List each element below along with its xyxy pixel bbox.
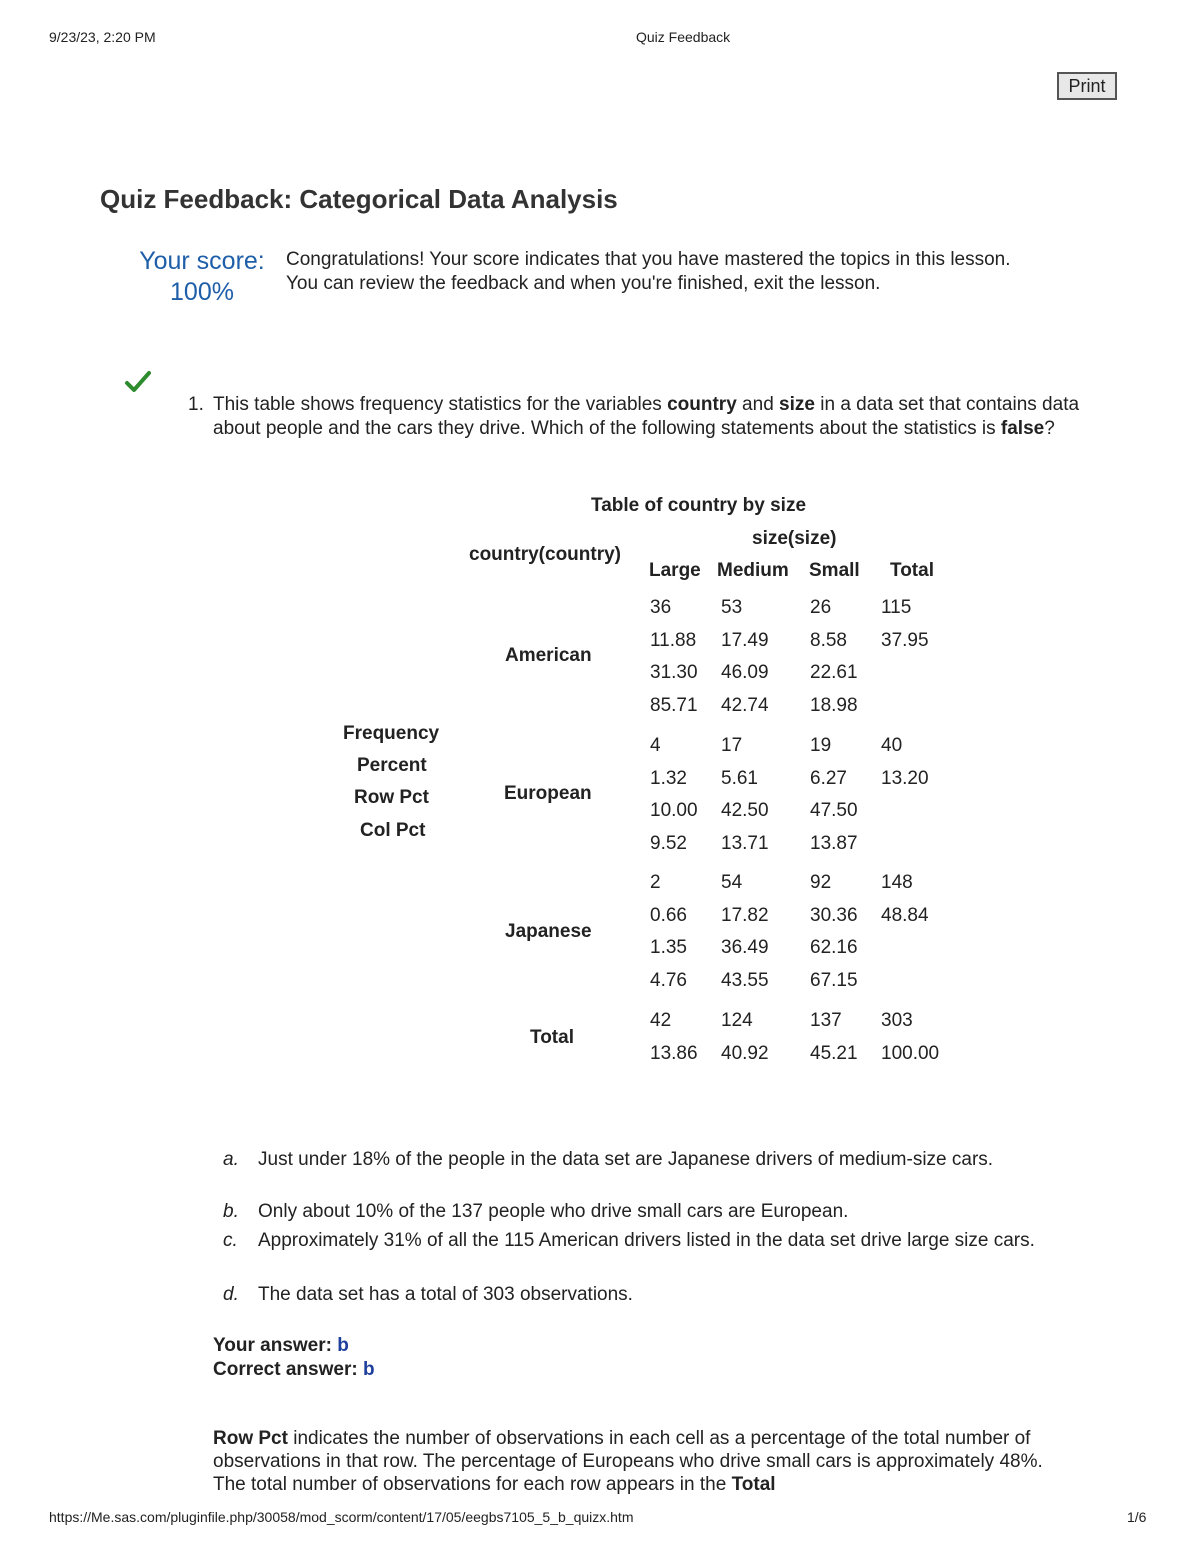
legend-item: Col Pct (360, 820, 426, 841)
table-cell: 22.61 (810, 662, 858, 683)
row-label-american: American (505, 645, 592, 666)
table-cell: 148 (881, 872, 913, 893)
question-text: This table shows frequency statistics for the variables country and size in a data set that contains data about people and the cars they drive. Which of the following statements about the statistics is false? (213, 394, 1080, 439)
question-var-country: country (667, 394, 737, 415)
option-a (213, 1148, 1053, 1172)
table-cell: 4 (650, 735, 661, 756)
score-label: Your score: (139, 247, 265, 275)
table-cell: 53 (721, 597, 743, 618)
footer-url: https://Me.sas.com/pluginfile.php/30058/mod_scorm/content/17/05/eegbs7105_5_b_quizx.htm (49, 1509, 634, 1525)
table-cell: 42.74 (721, 695, 769, 716)
table-cell: 13.20 (881, 768, 929, 789)
table-title: Table of country by size (591, 495, 807, 516)
column-header-total: Total (890, 560, 934, 581)
option-letter: a. (223, 1149, 239, 1170)
table-cell: 5.61 (721, 768, 758, 789)
column-header-medium: Medium (717, 560, 789, 581)
table-cell: 19 (810, 735, 832, 756)
option-text: Approximately 31% of all the 115 American drivers listed in the data set drive large size cars. (258, 1230, 1035, 1251)
column-variable-label: size(size) (752, 528, 837, 549)
table-cell: 17.82 (721, 905, 769, 926)
table-cell: 10.00 (650, 800, 698, 821)
table-cell: 30.36 (810, 905, 858, 926)
table-cell: 18.98 (810, 695, 858, 716)
table-cell: 40 (881, 735, 903, 756)
score-message: Congratulations! Your score indicates that you have mastered the topics in this lesson. You can review the feedback and when you're finished, exit the lesson. (286, 249, 1011, 294)
question-number: 1. (188, 394, 204, 415)
question-var-size: size (779, 394, 815, 415)
option-letter: d. (223, 1284, 239, 1305)
table-cell: 31.30 (650, 662, 698, 683)
option-text: Just under 18% of the people in the data set are Japanese drivers of medium-size cars. (258, 1149, 994, 1170)
page-title: Quiz Feedback: Categorical Data Analysis (100, 184, 618, 214)
column-header-large: Large (649, 560, 701, 581)
table-cell: 62.16 (810, 937, 858, 958)
your-answer-value: b (337, 1335, 349, 1356)
table-cell: 6.27 (810, 768, 847, 789)
table-cell: 85.71 (650, 695, 698, 716)
option-text: Only about 10% of the 137 people who drive small cars are European. (258, 1201, 849, 1222)
row-label-total: Total (530, 1027, 574, 1048)
table-cell: 26 (810, 597, 832, 618)
table-cell: 17 (721, 735, 743, 756)
table-cell: 1.35 (650, 937, 687, 958)
table-cell: 9.52 (650, 833, 687, 854)
row-label-japanese: Japanese (505, 921, 592, 942)
table-cell: 36.49 (721, 937, 769, 958)
score-box (130, 246, 274, 308)
question-false-word: false (1000, 418, 1045, 439)
table-cell: 42.50 (721, 800, 769, 821)
explanation-text: Row Pct indicates the number of observations in each cell as a percentage of the total number of observations in that row. The percentage of Europeans who drive small cars is approximately 48%. The total number of observations for each row appears in the Total (213, 1428, 1043, 1495)
table-cell: 43.55 (721, 970, 769, 991)
row-label-european: European (504, 783, 592, 804)
table-cell: 4.76 (650, 970, 687, 991)
table-cell: 92 (810, 872, 832, 893)
table-cell: 45.21 (810, 1043, 858, 1064)
table-cell: 36 (650, 597, 672, 618)
print-button[interactable]: Print (1057, 72, 1117, 100)
table-cell: 0.66 (650, 905, 687, 926)
checkmark-icon (124, 370, 152, 394)
table-cell: 47.50 (810, 800, 858, 821)
table-cell: 8.58 (810, 630, 847, 651)
option-d (213, 1283, 1053, 1307)
footer-page-number: 1/6 (1127, 1509, 1147, 1525)
table-cell: 48.84 (881, 905, 929, 926)
table-cell: 67.15 (810, 970, 858, 991)
column-header-small: Small (809, 560, 860, 581)
table-cell: 13.86 (650, 1043, 698, 1064)
table-cell: 115 (881, 597, 912, 618)
header-datetime: 9/23/23, 2:20 PM (49, 29, 156, 45)
table-cell: 13.87 (810, 833, 858, 854)
table-cell: 54 (721, 872, 743, 893)
table-cell: 37.95 (881, 630, 929, 651)
score-value: 100% (170, 278, 234, 306)
explanation-total-word: Total (731, 1474, 776, 1495)
table-cell: 2 (650, 872, 661, 893)
legend-item: Row Pct (354, 787, 429, 808)
table-cell: 40.92 (721, 1043, 769, 1064)
table-cell: 124 (721, 1010, 753, 1031)
table-cell: 42 (650, 1010, 672, 1031)
table-cell: 17.49 (721, 630, 769, 651)
table-cell: 1.32 (650, 768, 687, 789)
table-cell: 13.71 (721, 833, 769, 854)
option-letter: c. (223, 1230, 238, 1251)
legend-item: Percent (357, 755, 427, 776)
table-cell: 137 (810, 1010, 842, 1031)
option-text: The data set has a total of 303 observations. (258, 1284, 633, 1305)
table-cell: 303 (881, 1010, 913, 1031)
correct-answer-value: b (362, 1359, 375, 1380)
explanation-term: Row Pct (213, 1428, 288, 1449)
option-b (213, 1200, 1053, 1224)
table-cell: 46.09 (721, 662, 769, 683)
option-c (213, 1229, 1053, 1253)
row-variable-label: country(country) (469, 544, 621, 565)
correct-answer: Correct answer: b (213, 1359, 375, 1380)
table-cell: 100.00 (881, 1043, 940, 1064)
header-title: Quiz Feedback (636, 29, 731, 45)
table-cell: 11.88 (650, 630, 697, 651)
your-answer: Your answer: b (213, 1335, 349, 1356)
legend-item: Frequency (343, 723, 440, 744)
option-letter: b. (223, 1201, 239, 1222)
